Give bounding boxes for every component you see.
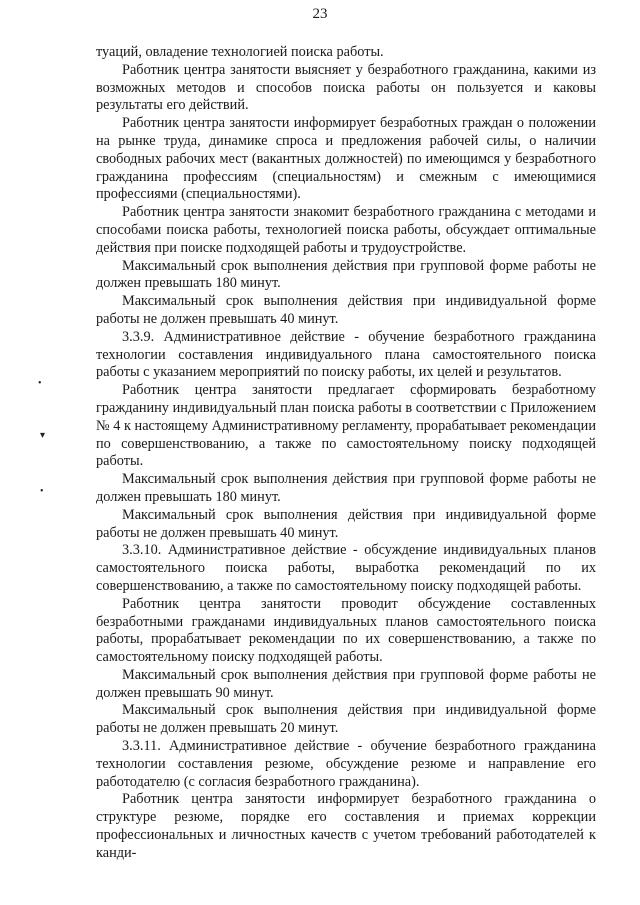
paragraph: Работник центра занятости предлагает сформировать безработному гражданину индивидуальный план поиска работы в соответствии с Приложением № 4 к настоящему Административному регламенту, прорабатывает рекомендации по совершенствованию, а также по самостоятельному поиску подходящей работы. — [96, 382, 596, 470]
section-paragraph: 3.3.10. Административное действие - обсуждение индивидуальных планов самостоятельного поиска работы, выработка рекомендаций по их совершенствованию, а также по самостоятельному поиску подходящей работы. — [96, 542, 596, 594]
paragraph: Работник центра занятости информирует безработных граждан о положении на рынке труда, динамике спроса и предложения рабочей силы, о наличии свободных рабочих мест (вакантных должностей) по имеющимся у безработного гражданина профессиям (специальностям) и смежным с имеющимися профессиями (специальностями). — [96, 115, 596, 203]
section-paragraph: 3.3.11. Административное действие - обучение безработного гражданина технологии составления резюме, обсуждение резюме и направление его работодателю (с согласия безработного гражданина). — [96, 738, 596, 790]
paragraph: Максимальный срок выполнения действия при групповой форме работы не должен превышать 90 минут. — [96, 666, 596, 701]
margin-mark: • — [38, 378, 42, 389]
paragraph: Максимальный срок выполнения действия при индивидуальной форме работы не должен превышать 40 минут. — [96, 293, 596, 327]
section-paragraph: 3.3.9. Административное действие - обучение безработного гражданина технологии составления индивидуального плана самостоятельного поиска работы с указанием мероприятий по поиску работы, их целей и результатов. — [96, 328, 596, 381]
paragraph: Работник центра занятости проводит обсуждение составленных безработными гражданами индивидуальных планов самостоятельного поиска работы, прорабатывает рекомендации по их совершенствованию, а также по самостоятельному поиску подходящей работы. — [96, 595, 596, 666]
paragraph: туаций, овладение технологией поиска работы. — [96, 44, 384, 60]
paragraph: Работник центра занятости информирует безработного гражданина о структуре резюме, порядке его составления и приемах коррекции профессиональных и личностных качеств с учетом требований работодателей к канди- — [96, 791, 596, 861]
paragraph: Максимальный срок выполнения действия при индивидуальной форме работы не должен превышать 20 минут. — [96, 702, 596, 737]
document-body — [96, 44, 596, 863]
paragraph: Максимальный срок выполнения действия при групповой форме работы не должен превышать 180 минут. — [96, 471, 596, 505]
paragraph: Работник центра занятости выясняет у безработного гражданина, какими из возможных методов и способов поиска работы он пользуется и каковы результаты его действий. — [96, 61, 596, 114]
paragraph: Максимальный срок выполнения действия при групповой форме работы не должен превышать 180 минут. — [96, 257, 596, 292]
paragraph: Работник центра занятости знакомит безработного гражданина с методами и способами поиска работы, технологией поиска работы, обсуждает оптимальные действия при поиске подходящей работы и трудоустройстве. — [96, 204, 596, 256]
margin-mark: • — [40, 486, 44, 497]
paragraph: Максимальный срок выполнения действия при индивидуальной форме работы не должен превышать 40 минут. — [96, 506, 596, 541]
page-number: 23 — [312, 6, 328, 22]
margin-mark: ▾ — [40, 430, 46, 441]
